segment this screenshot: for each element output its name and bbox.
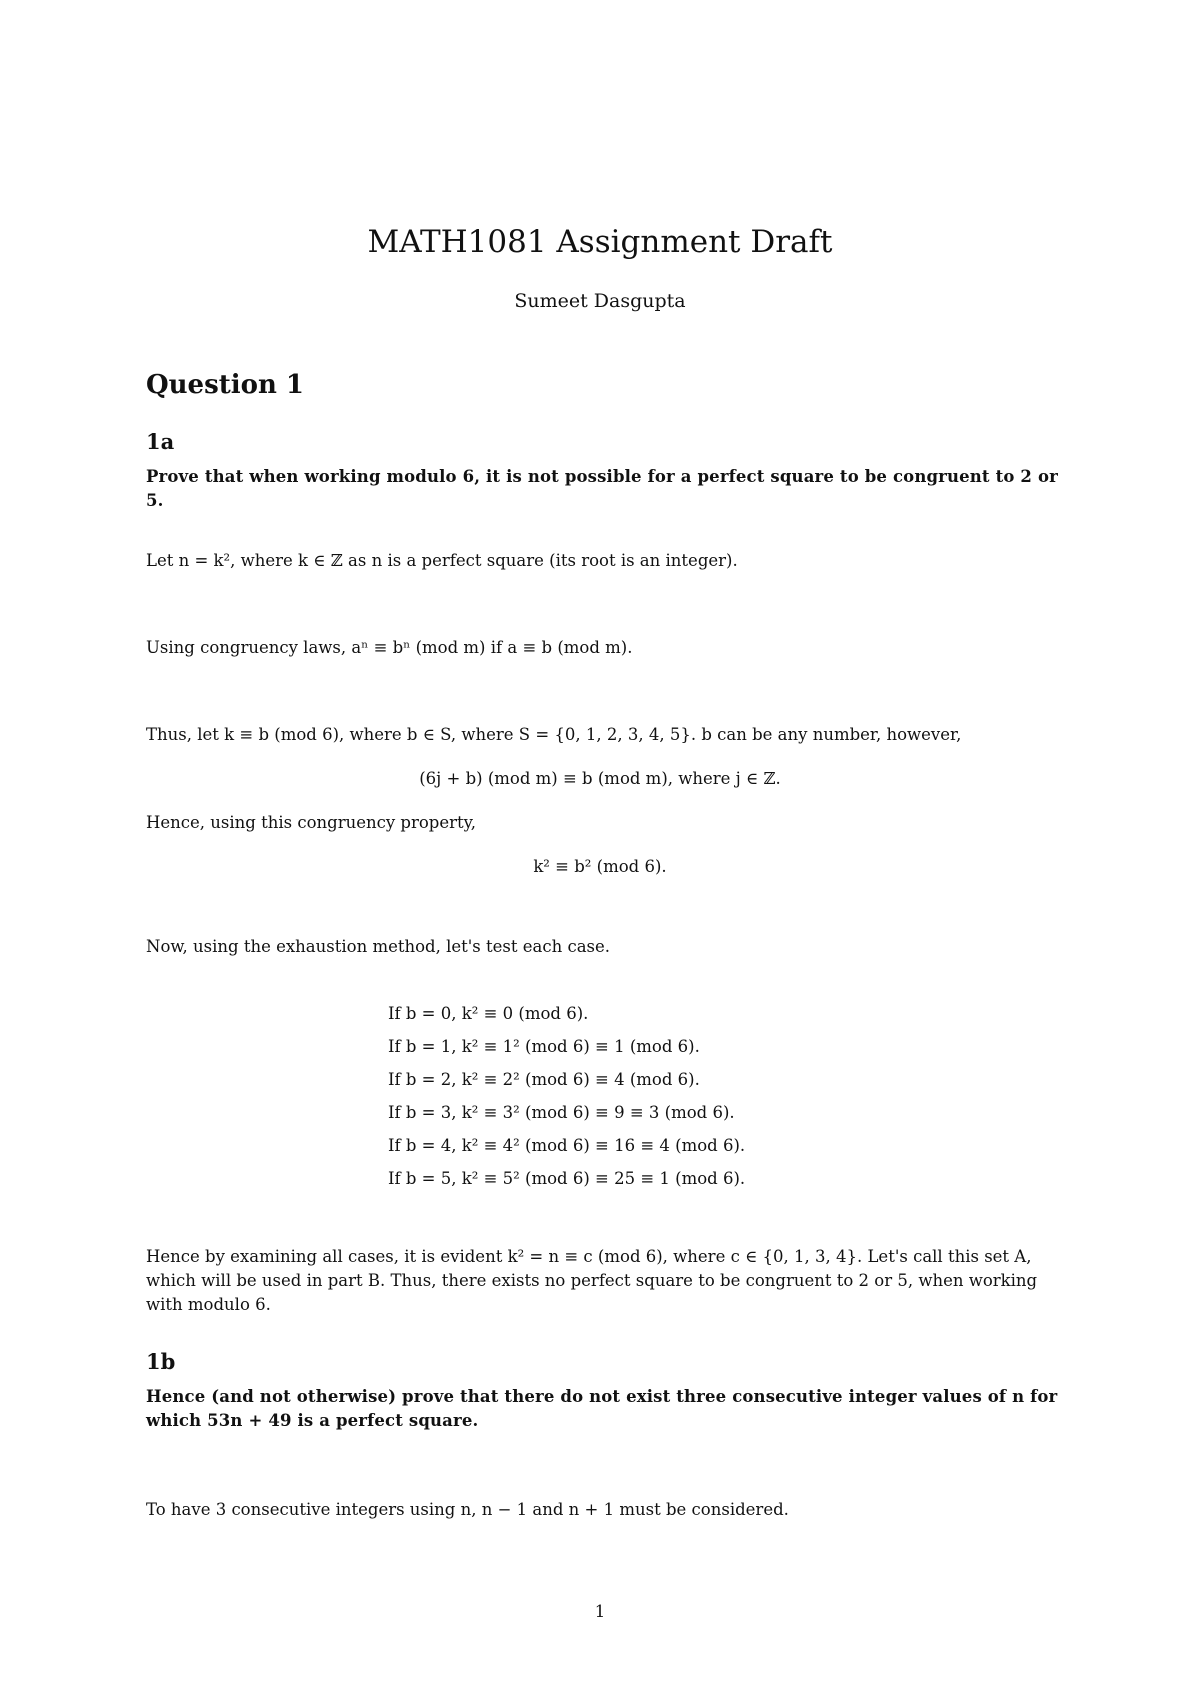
case-list <box>388 997 745 1195</box>
part-1b-statement: Hence (and not otherwise) prove that there do not exist three consecutive integer values of n for which 53n + 49 is a perfect square. <box>146 1387 1058 1430</box>
part-1a-paragraph-1: Let n = k², where k ∈ ℤ as n is a perfect square (its root is an integer). <box>146 551 738 570</box>
part-1a-heading: 1a <box>146 429 175 454</box>
case-line: If b = 2, k² ≡ 2² (mod 6) ≡ 4 (mod 6). <box>388 1070 700 1089</box>
case-line: If b = 4, k² ≡ 4² (mod 6) ≡ 16 ≡ 4 (mod 6). <box>388 1136 746 1155</box>
case-line: If b = 0, k² ≡ 0 (mod 6). <box>388 1004 589 1023</box>
part-1a-paragraph-2: Using congruency laws, aⁿ ≡ bⁿ (mod m) if a ≡ b (mod m). <box>146 638 633 657</box>
equation-mod-m: (6j + b) (mod m) ≡ b (mod m), where j ∈ ℤ. <box>419 769 781 788</box>
part-1a-conclusion: Hence by examining all cases, it is evident k² = n ≡ c (mod 6), where c ∈ {0, 1, 3, 4}. Let's call this set A, which will be used in part B. Thus, there exists no perfect square to be congruent to 2 or 5, when working with modulo 6. <box>146 1247 1038 1314</box>
case-line: If b = 3, k² ≡ 3² (mod 6) ≡ 9 ≡ 3 (mod 6). <box>388 1103 735 1122</box>
part-1a-statement: Prove that when working modulo 6, it is not possible for a perfect square to be congruent to 2 or 5. <box>146 467 1058 510</box>
page-number: 1 <box>594 1602 606 1621</box>
case-line: If b = 1, k² ≡ 1² (mod 6) ≡ 1 (mod 6). <box>388 1037 700 1056</box>
part-1b-paragraph-1: To have 3 consecutive integers using n, n − 1 and n + 1 must be considered. <box>146 1500 789 1519</box>
part-1b-heading: 1b <box>146 1349 176 1374</box>
part-1a-paragraph-3: Thus, let k ≡ b (mod 6), where b ∈ S, where S = {0, 1, 2, 3, 4, 5}. b can be any number, however, <box>146 725 962 744</box>
question-1-heading: Question 1 <box>146 370 305 400</box>
part-1a-paragraph-4: Hence, using this congruency property, <box>146 813 477 832</box>
equation-k-squared: k² ≡ b² (mod 6). <box>533 857 667 876</box>
author-name: Sumeet Dasgupta <box>514 290 686 312</box>
document-title: MATH1081 Assignment Draft <box>367 224 833 260</box>
part-1a-paragraph-5: Now, using the exhaustion method, let's test each case. <box>146 937 611 956</box>
case-line: If b = 5, k² ≡ 5² (mod 6) ≡ 25 ≡ 1 (mod 6). <box>388 1169 746 1188</box>
